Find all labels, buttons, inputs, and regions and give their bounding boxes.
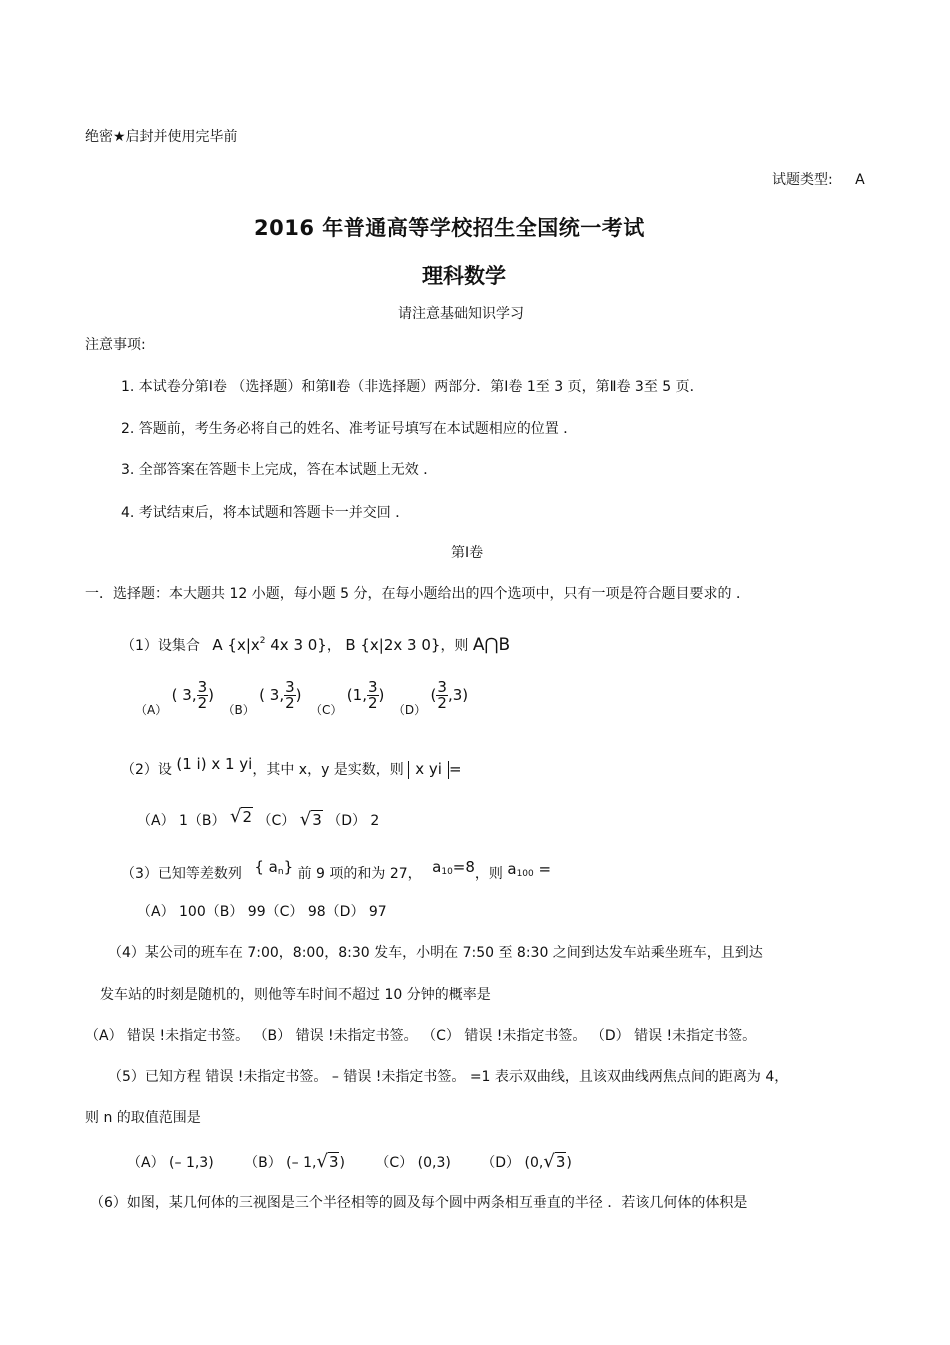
part-title: 第Ⅰ卷 [451,545,484,561]
q6-line-1: （6）如图，某几何体的三视图是三个半径相等的圆及每个圆中两条相互垂直的半径 ．若该几何体的体积是 [90,1195,748,1211]
q1-set-b: B {x|2x 3 0} [345,636,441,654]
exam-type [772,169,865,189]
q1-opt-b-label: （B） [222,703,255,717]
q2-where: ，其中 x，y 是实数，则 [252,762,404,778]
q1-options [135,680,468,718]
notice: 请注意基础知识学习 [398,306,524,322]
q3-then: ，则 [474,866,503,882]
q1-opt-a: ( 3, $\frac{3}{2}$ ) [171,678,215,712]
q4-line-1: （4）某公司的班车在 7:00，8:00，8:30 发车，小明在 7:50 至 8:30 之间到达发车站乘坐班车，且到达 [108,945,763,961]
exam-type-value: A [855,172,865,188]
q2-expr: (1 i) x 1 yi [176,755,253,773]
note-4: 4. 考试结束后，将本试题和答题卡一并交回 ． [121,505,410,521]
q5-opt-b: （B） (– 1,√3) [244,1151,345,1172]
q5-opt-c: （C） (0,3) [375,1155,451,1171]
secrecy-label: 绝密★启封并使用完毕前 [85,129,238,145]
q5-opt-a: （A） (– 1,3) [127,1155,214,1171]
q3-label: （3）已知等差数列 [121,866,242,882]
question-3 [121,858,551,883]
q2-sqrt3: √3 [299,809,322,830]
q3-seq: { an} [254,858,294,877]
page-subtitle: 理科数学 [422,264,506,288]
q1-then: ，则 [440,638,469,654]
q3-mid: 前 9 项的和为 27， [297,866,422,882]
q2-abs: x yi = [408,760,461,778]
note-1: 1. 本试卷分第Ⅰ卷 （选择题）和第Ⅱ卷（非选择题）两部分．第Ⅰ卷 1至 3 页，第Ⅱ卷 3至 5 页． [121,379,704,395]
q5-options [127,1151,572,1172]
q1-opt-a-label: （A） [135,703,168,717]
question-2 [121,755,462,779]
q1-set-a: A {$x|x^2$ 4x 3 0} [212,636,327,654]
q1-sep: ， [326,638,341,654]
q1-label: （1）设集合 [121,638,200,654]
q5-opt-d: （D） (0,√3) [481,1151,572,1172]
q1-opt-c-label: （C） [309,703,343,717]
note-3: 3. 全部答案在答题卡上完成，答在本试题上无效 ． [121,462,438,478]
q1-opt-c: (1, $\frac{3}{2}$ ) [346,678,385,712]
note-2: 2. 答题前，考生务必将自己的姓名、准考证号填写在本试题相应的位置 ． [121,421,578,437]
q1-intersection: A⋂B [472,635,511,655]
q5-line-2: 则 n 的取值范围是 [85,1110,201,1126]
q5-line-1: （5）已知方程 错误 !未指定书签。 – 错误 !未指定书签。 =1 表示双曲线，且该双曲线两焦点间的距离为 4， [108,1069,789,1085]
q3-options: （A） 100（B） 99（C） 98（D） 97 [137,904,387,920]
q4-line-2: 发车站的时刻是随机的，则他等车时间不超过 10 分钟的概率是 [100,987,491,1003]
q2-label: （2）设 [121,762,172,778]
q2-options [137,806,379,830]
q2-opt-d: （D） 2 [327,813,380,829]
q1-opt-b: ( 3, $\frac{3}{2}$ ) [259,678,302,712]
page-title: 2016 年普通高等学校招生全国统一考试 [254,216,645,240]
q3-a100: a100 = [507,860,552,879]
exam-type-label: 试题类型: [772,172,833,188]
q3-a10: a10=8 [432,858,475,877]
question-1 [121,635,510,655]
q4-options: （A） 错误 !未指定书签。 （B） 错误 !未指定书签。 （C） 错误 !未指定书签。 （D） 错误 !未指定书签。 [85,1028,757,1044]
q1-opt-d-label: （D） [392,703,427,717]
q2-sqrt2: √2 [230,806,253,827]
q1-opt-d: ( $\frac{3}{2}$ ,3) [430,678,469,712]
section-heading: 一．选择题：本大题共 12 小题，每小题 5 分，在每小题给出的四个选项中，只有一项是符合题目要求的 ． [85,586,750,602]
notes-heading: 注意事项: [85,337,146,353]
q2-opt-c: （C） [257,813,296,829]
q2-opt-ab: （A） 1（B） [137,813,226,829]
